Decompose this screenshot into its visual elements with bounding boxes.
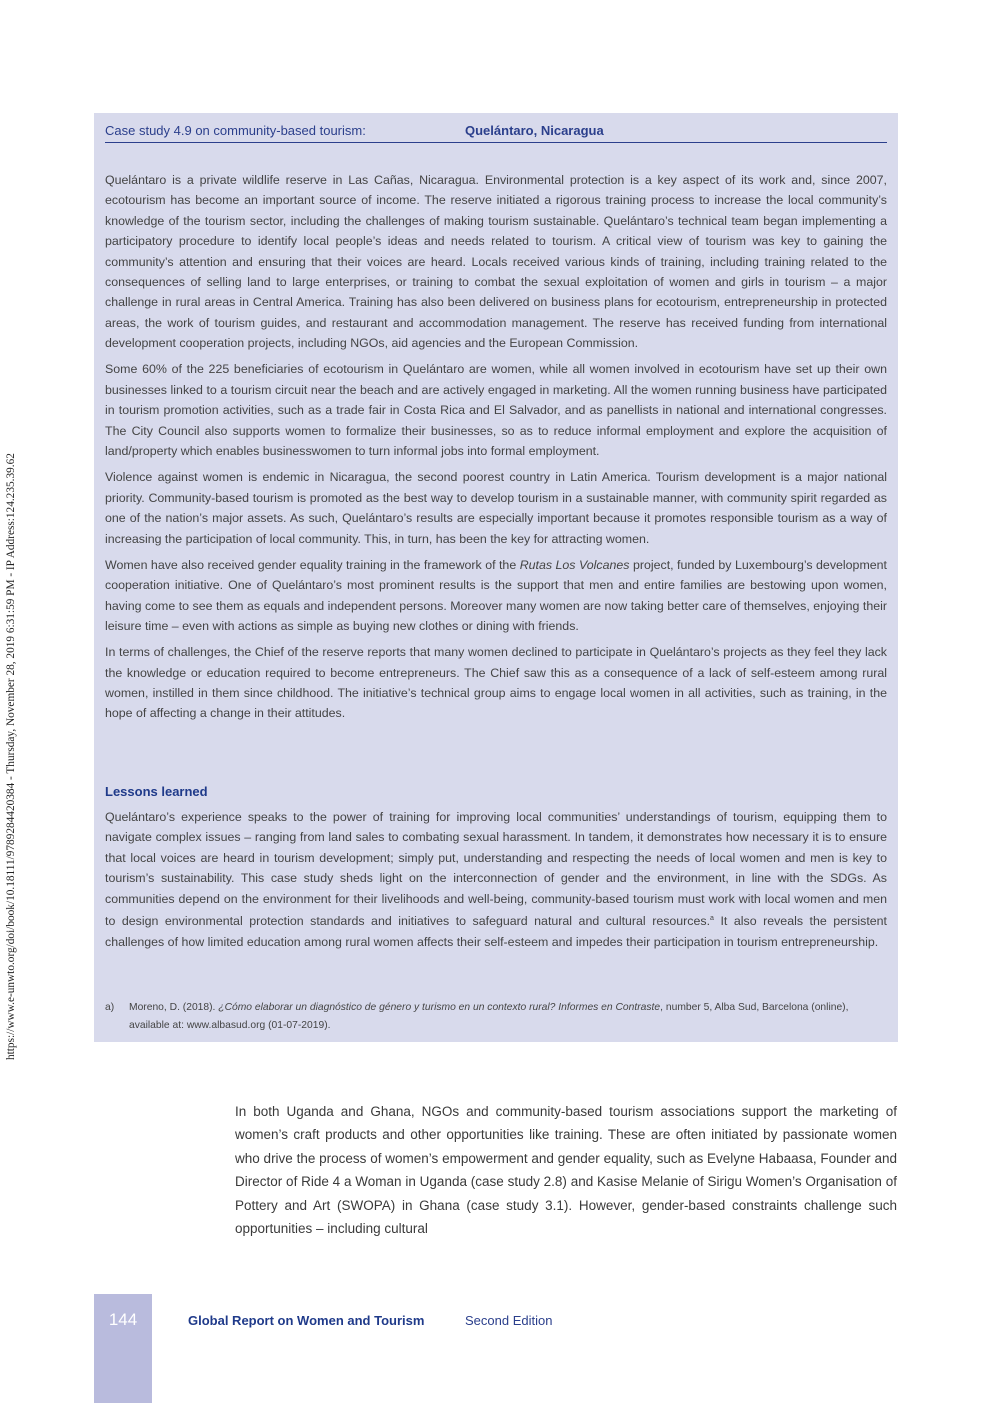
footnote-reference: a: [710, 915, 714, 923]
case-paragraph-2: Some 60% of the 225 beneficiaries of ecotourism in Quelántaro are women, while all women involved in ecotourism have set up their own businesses linked to a tourism circuit near the beach and are actively engaged in marketing. All the women running business have participated in tourism promotion activities, such as a trade fair in Costa Rica and El Salvador, and as panellists in national and international congresses. The City Council also supports women to formalize their businesses, so as to reduce informal employment and explore the acquisition of land/property which enables businesswomen to turn informal jobs into formal employment.: [105, 362, 887, 459]
side-watermark: https://www.e-unwto.org/doi/book/10.18111/9789284420384 - Thursday, November 28, 2019 6:31:59 PM - IP Address:124.235.39.62: [5, 453, 17, 1060]
footnote: [105, 999, 887, 1035]
lessons-learned-heading: Lessons learned: [105, 784, 208, 799]
footnote-text: [129, 999, 887, 1035]
page-number-tab: [94, 1294, 152, 1403]
lessons-text-end: It also reveals the persistent challenges of how limited education among rural women affects their self-esteem and impedes their participation in tourism entrepreneurship.: [105, 914, 887, 949]
footnote-source: , number 5, Alba Sud, Barcelona (online), available at: www.albasud.org (01-07-2019).: [129, 1002, 849, 1031]
case-study-header: [105, 123, 887, 143]
lessons-text-start: Quelántaro’s experience speaks to the power of training for improving local communities’ understandings of tourism, equipping them to navigate complex issues – ranging from land sales to combating sexual harassment. In tandem, it demonstrates how necessary it is to ensure that local voices are heard in tourism development; simply put, understanding and respecting the needs of local women and men is key to tourism’s sustainability. This case study sheds light on the interconnection of gender and the environment, in line with the SDGs. As communities depend on the environment for their livelihoods and well-being, community-based tourism must work with local women and men to design environmental protection standards and initiatives to safeguard natural and cultural resources.: [105, 810, 887, 929]
footnote-author: Moreno, D. (2018).: [129, 1002, 219, 1013]
footnote-title: ¿Cómo elaborar un diagnóstico de género y turismo en un contexto rural? Informes en Contraste: [218, 1002, 661, 1013]
lessons-learned-body: [105, 807, 887, 952]
case-study-box: [94, 113, 898, 1042]
project-name: Rutas Los Volcanes: [519, 557, 630, 572]
case-study-place: Quelántaro, Nicaragua: [465, 123, 604, 138]
case-paragraph-4-start: Women have also received gender equality training in the framework of the: [105, 557, 520, 572]
case-study-body: [105, 170, 887, 730]
case-paragraph-1: Quelántaro is a private wildlife reserve in Las Cañas, Nicaragua. Environmental protection is a key aspect of its work and, since 2007, ecotourism has become an important source of income. The reserve initiated a rigorous training process to increase the local community’s knowledge of the tourism sector, including the challenges of making tourism sustainable. Quelántaro’s technical team began implementing a participatory procedure to identify local people’s ideas and needs related to tourism. A critical view of tourism was key to gaining the community’s attention and ensuring that their voices are heard. Locals received various kinds of training, including training related to the consequences of selling land to large enterprises, or training to combat the sexual exploitation of women and girls in tourism – a major challenge in rural areas in Central America. Training has also been delivered on business plans for ecotourism, entrepreneurship in protected areas, the work of tourism guides, and restaurant and accommodation management. The reserve has received funding from international development cooperation projects, including NGOs, aid agencies and the European Commission.: [105, 173, 887, 351]
page-number: 144: [108, 1310, 138, 1329]
case-study-label: Case study 4.9 on community-based tourism:: [105, 123, 366, 138]
case-paragraph-4-end: project, funded by Luxembourg’s development cooperation initiative. One of Quelántaro’s most prominent results is the support that men and entire families are bestowing upon women, having come to see them as equals and independent persons. Moreover many women are now taking better care of themselves, enjoying their leisure time – even with actions as simple as buying new clothes or dining with friends.: [105, 557, 887, 633]
case-paragraph-4: [105, 555, 887, 637]
footer-edition: Second Edition: [465, 1313, 553, 1328]
main-body-text: In both Uganda and Ghana, NGOs and community-based tourism associations support the marketing of women’s craft products and other opportunities like training. These are often initiated by passionate women who drive the process of women’s empowerment and gender equality, such as Evelyne Habaasa, Founder and Director of Ride 4 a Woman in Uganda (case study 2.8) and Kasise Melanie of Sirigu Women’s Organisation of Pottery and Art (SWOPA) in Ghana (case study 3.1). However, gender-based constraints challenge such opportunities – including cultural: [235, 1104, 897, 1237]
case-paragraph-3: Violence against women is endemic in Nicaragua, the second poorest country in Latin America. Tourism development is a major national priority. Community-based tourism is promoted as the best way to develop tourism in a sustainable manner, with community spirit regarded as one of the nation’s major assets. As such, Quelántaro’s results are especially important because it promotes responsible tourism as a way of increasing the participation of local community. This, in turn, has been the key for attracting women.: [105, 470, 887, 546]
case-paragraph-5: In terms of challenges, the Chief of the reserve reports that many women declined to participate in Quelántaro’s projects as they feel they lack the knowledge or education required to become entrepreneurs. The Chief saw this as a consequence of a lack of self-esteem among rural women, instilled in them since childhood. The initiative’s technical group aims to engage local women in all activities, such as training, in the hope of affecting a change in their attitudes.: [105, 645, 887, 721]
footer-report-title: Global Report on Women and Tourism: [188, 1313, 425, 1328]
footnote-mark: a): [105, 1002, 115, 1013]
